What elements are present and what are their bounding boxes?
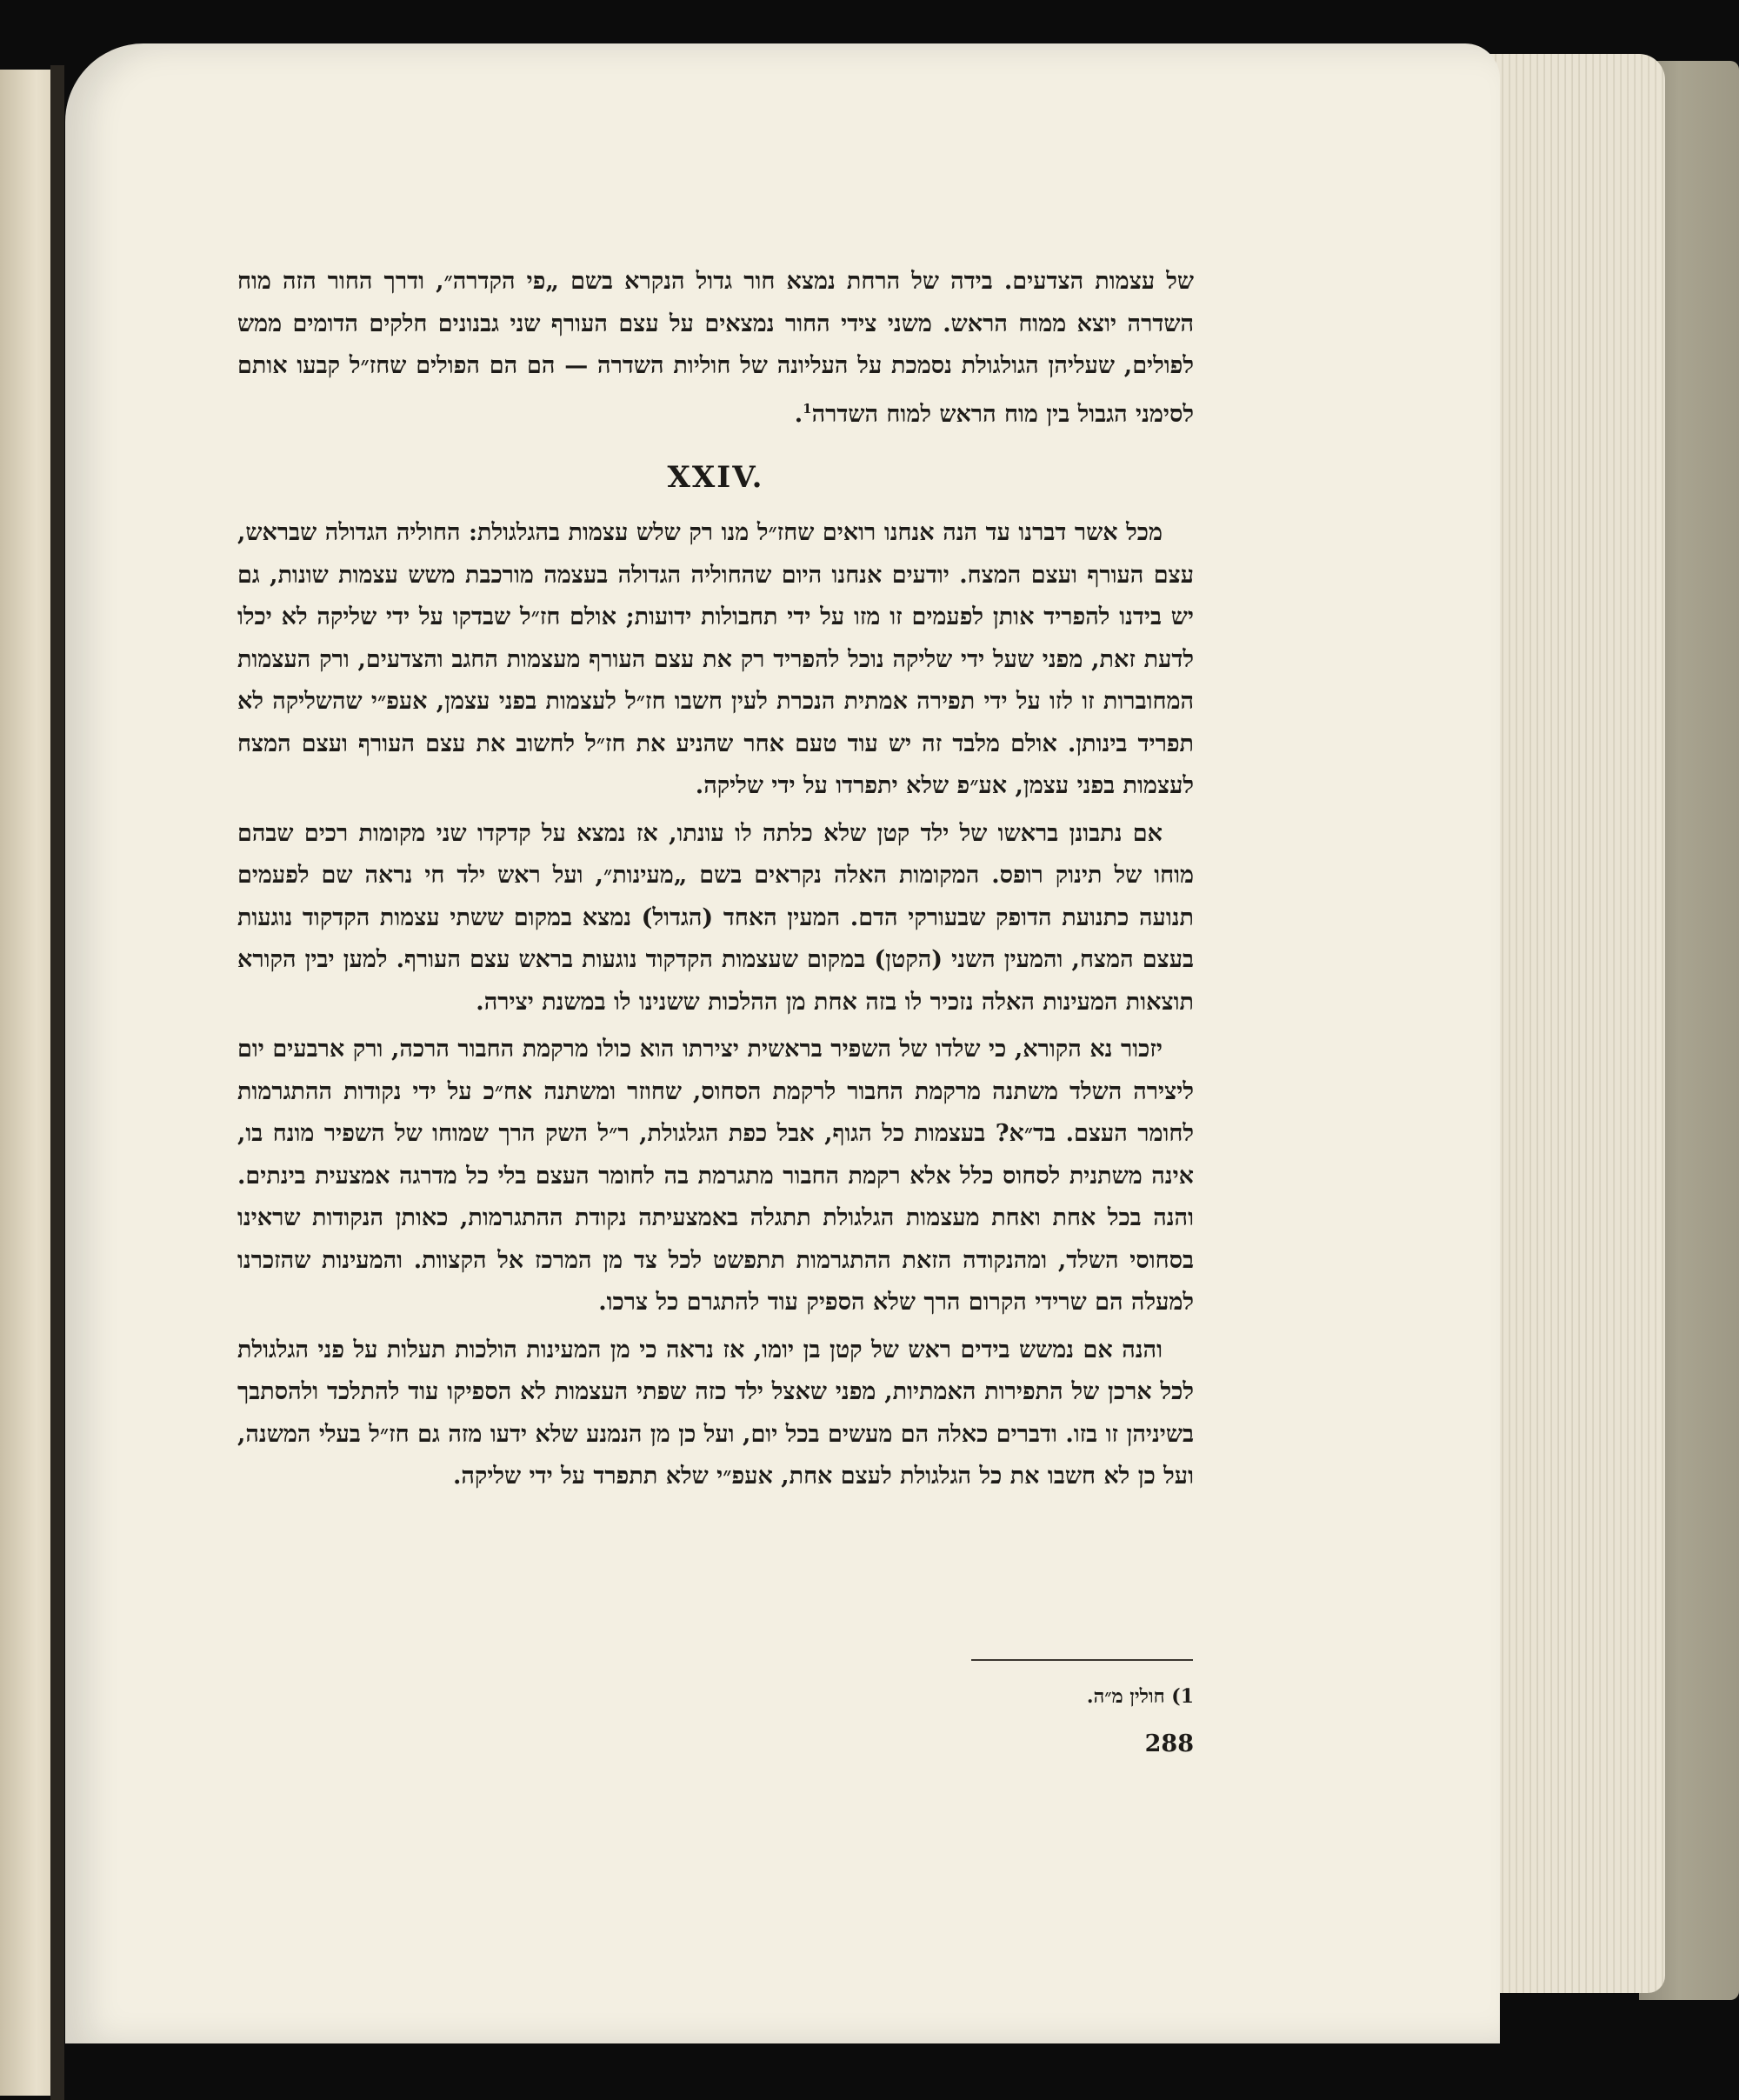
footnote-rule xyxy=(971,1659,1193,1661)
book-gutter xyxy=(50,65,64,2100)
footnote-mark: 1) xyxy=(1171,1685,1194,1708)
footnote xyxy=(848,1685,1194,1708)
paragraph-2: מכל אשר דברנו עד הנה אנחנו רואים שחז״ל מנו רק שלש עצמות בהגלגולת: החוליה הגדולה שבראש, עצם העורף ועצם המצח. יודעים אנחנו היום שהחוליה הגדולה בעצמה מורכבת משש עצמות שונות, גם יש בידנו להפריד אותן לפעמים זו מזו על ידי תחבולות ידועות; אולם חז״ל שבדקו על ידי שליקה לא יכלו לדעת זאת, מפני שעל ידי שליקה נוכל להפריד רק את עצם העורף מעצמות החגב והצדעים, ורק העצמות המחוברות זו לזו על ידי תפירה אמתית הנכרת לעין חשבו חז״ל לעצמות בפני עצמן, אעפ״י שהשליקה לא תפריד בינותן. אולם מלבד זה יש עוד טעם אחר שהניע את חז״ל לחשוב את עצם העורף ועצם המצח לעצמות בפני עצמן, אע״פ שלא יתפרדו על ידי שליקה. xyxy=(237,519,1194,799)
page-number: 288 xyxy=(1144,1730,1194,1757)
paragraph-1-end: . xyxy=(794,400,803,428)
paragraph-5: והנה אם נמשש בידים ראש של קטן בן יומו, אז נראה כי מן המעינות הולכות תעלות על פני הגלגולת לכל ארכן של התפירות האמתיות, מפני שאצל ילד כזה שפתי העצמות לא הספיקו עוד להתלכד ולהסתבך בשיניהן זו בזו. ודברים כאלה הם מעשים בכל יום, ועל כן מן הנמנע שלא ידעו מזה גם חז״ל בעלי המשנה, ועל כן לא חשבו את כל הגלגולת לעצם אחת, אעפ״י שלא תתפרד על ידי שליקה. xyxy=(237,1336,1194,1490)
paragraph-4: יזכור נא הקורא, כי שלדו של השפיר בראשית יצירתו הוא כולו מרקמת החבור הרכה, ורק ארבעים יום ליצירה השלד משתנה מרקמת החבור לרקמת הסחוס, שחוזר ומשתנה אח״כ על ידי נקודות ההתגרמות לחומר העצם. בד״א? בעצמות כל הגוף, אבל כפת הגלגולת, ר״ל השק הרך שמוחו של השפיר מונח בו, אינה משתנית לסחוס כלל אלא רקמת החבור מתגרמת בה לחומר העצם בלי כל מדרגה אמצעית בינתים. והנה בכל אחת ואחת מעצמות הגלגולת תתגלה באמצעיתה נקודת ההתגרמות, כאותן הנקודות שראינו בסחוסי השלד, ומהנקודה הזאת ההתגרמות תתפשט לכל צד מן המרכז אל הקצוות. והמעינות שהזכרנו למעלה הם שרידי הקרום הרך שלא הספיק עוד להתגרם כל צרכו. xyxy=(237,1036,1194,1316)
page-text xyxy=(237,261,1194,1498)
footnote-reference: 1 xyxy=(803,400,812,417)
book-page xyxy=(65,43,1500,2043)
paragraph-3: אם נתבונן בראשו של ילד קטן שלא כלתה לו עונתו, אז נמצא על קדקדו שני מקומות רכים שבהם מוחו של תינוק רופס. המקומות האלה נקראים בשם „מעינות״, ועל ראש ילד חי נראה שם לפעמים תנועה כתנועת הדופק שבעורקי הדם. המעין האחד (הגדול) נמצא במקום ששתי עצמות הקדקוד נוגעות בעצם המצח, והמעין השני (הקטן) במקום שעצמות הקדקוד נוגעות בראש עצם העורף. למען יבין הקורא תוצאות המעינות האלה נזכיר לו בזה אחת מן ההלכות ששנינו לו במשנת יצירה. xyxy=(237,819,1194,1016)
footnote-text: חולין מ״ה. xyxy=(1086,1685,1165,1708)
paragraph-1-text: של עצמות הצדעים. בידה של הרחת נמצא חור גדול הנקרא בשם „פי הקדרה״, ודרך החור הזה מוח השדרה יוצא ממוח הראש. משני צידי החור נמצאים על עצם העורף שני גבנונים חלקים הדומים ממש לפולים, שעליהן הגולגולת נסמכת על העליונה של חוליות השדרה — הם הם הפולים שחז״ל קבעו אותם לסימני הגבול בין מוח הראש למוח השדרה xyxy=(237,268,1194,428)
section-heading: XXIV. xyxy=(667,460,764,495)
paragraph-1 xyxy=(237,261,1194,436)
